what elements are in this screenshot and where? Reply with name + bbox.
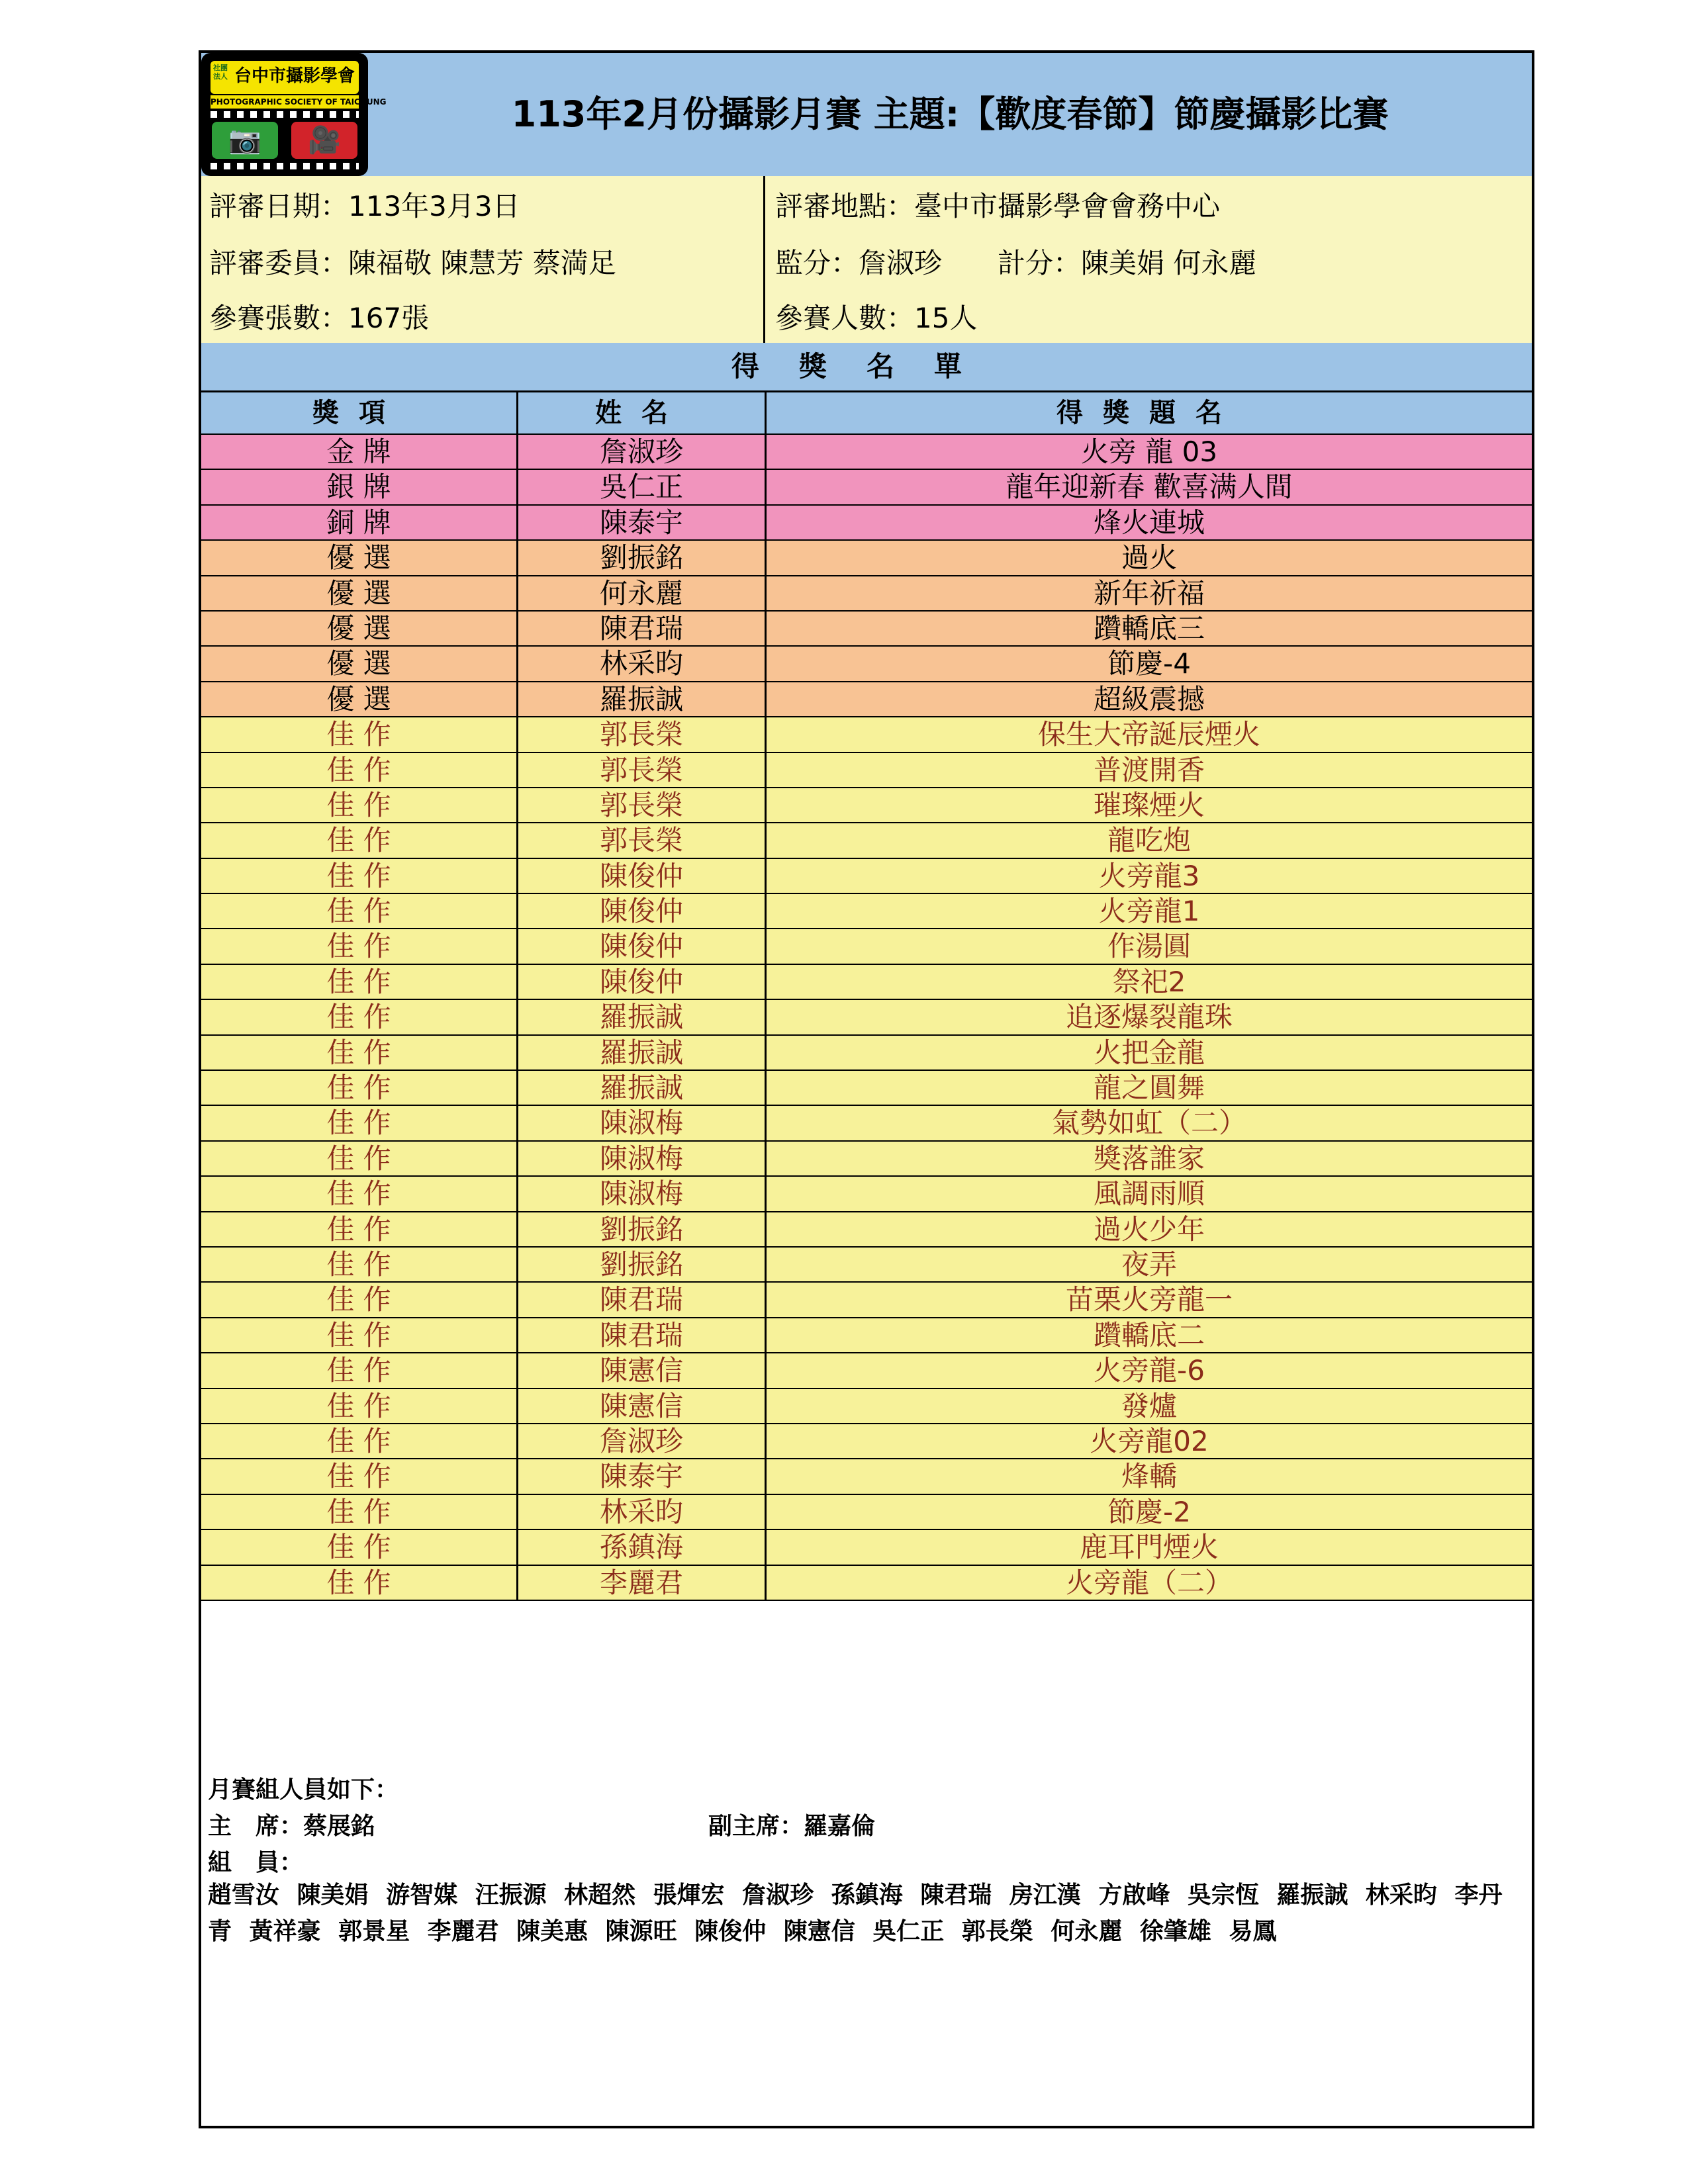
award-cell: 金 牌 — [201, 435, 518, 469]
work-title-cell: 過火少年 — [1093, 1212, 1205, 1246]
award-cell: 佳 作 — [201, 1036, 518, 1069]
table-row — [201, 1424, 1532, 1459]
table-row — [201, 1177, 1532, 1212]
header-name: 姓名 — [518, 392, 767, 433]
name-cell: 郭長榮 — [518, 717, 767, 751]
work-title-cell: 獎落誰家 — [1093, 1142, 1205, 1175]
award-cell: 佳 作 — [201, 1389, 518, 1423]
award-cell: 佳 作 — [201, 1424, 518, 1458]
info-row-judges — [201, 233, 1532, 292]
award-cell: 佳 作 — [201, 753, 518, 787]
winners-banner: 得獎名單 — [201, 343, 1532, 392]
judging-venue: 評審地點：臺中市攝影學會會務中心 — [775, 190, 1221, 222]
work-title-cell: 躦轎底二 — [1093, 1318, 1205, 1351]
award-cell: 佳 作 — [201, 1495, 518, 1529]
work-title-cell: 發爐 — [1121, 1389, 1177, 1422]
name-cell: 陳君瑞 — [518, 1283, 767, 1316]
award-cell: 佳 作 — [201, 717, 518, 751]
award-cell: 佳 作 — [201, 1459, 518, 1493]
table-row — [201, 1530, 1532, 1565]
table-row — [201, 1142, 1532, 1177]
name-cell: 陳君瑞 — [518, 612, 767, 645]
work-title-cell: 氣勢如虹（二） — [1051, 1107, 1246, 1140]
name-cell: 郭長榮 — [518, 788, 767, 822]
award-cell: 佳 作 — [201, 929, 518, 963]
table-row — [201, 1071, 1532, 1106]
work-title-cell: 追逐爆裂龍珠 — [1065, 1001, 1233, 1034]
photo-count: 參賽張數：167張 — [201, 290, 765, 343]
award-cell: 佳 作 — [201, 1071, 518, 1105]
table-row — [201, 506, 1532, 541]
award-cell: 佳 作 — [201, 1000, 518, 1034]
work-title-cell: 過火 — [1121, 541, 1177, 574]
work-title-cell: 龍吃炮 — [1107, 824, 1191, 857]
work-title-cell: 火旁龍-6 — [1094, 1354, 1205, 1387]
award-cell: 優 選 — [201, 647, 518, 680]
name-cell: 陳泰宇 — [518, 1459, 767, 1493]
award-cell: 佳 作 — [201, 1212, 518, 1246]
awards-table — [201, 392, 1532, 1601]
work-title-cell: 作湯圓 — [1107, 930, 1191, 963]
work-title-cell: 龍年迎新春 歡喜满人間 — [1006, 471, 1293, 504]
work-title-cell: 火把金龍 — [1093, 1036, 1205, 1069]
name-cell: 羅振誠 — [518, 1071, 767, 1105]
award-cell: 優 選 — [201, 576, 518, 610]
name-cell: 羅振誠 — [518, 1036, 767, 1069]
judges: 評審委員：陳福敬 陳慧芳 蔡満足 — [201, 233, 765, 290]
work-title-cell: 保生大帝誕辰煙火 — [1037, 718, 1260, 751]
logo-name: 台中市攝影學會 — [234, 66, 355, 86]
name-cell: 陳俊仲 — [518, 929, 767, 963]
table-row — [201, 1353, 1532, 1388]
page-title: 113年2月份攝影月賽 主題:【歡度春節】節慶攝影比賽 — [511, 93, 1389, 135]
info-row-counts — [201, 290, 1532, 345]
name-cell: 詹淑珍 — [518, 435, 767, 469]
header-award: 獎項 — [201, 392, 518, 433]
table-row — [201, 1106, 1532, 1141]
name-cell: 陳泰宇 — [518, 506, 767, 539]
work-title-cell: 風調雨順 — [1093, 1177, 1205, 1210]
award-cell: 佳 作 — [201, 823, 518, 857]
table-row — [201, 788, 1532, 823]
name-cell: 劉振銘 — [518, 541, 767, 574]
award-cell: 佳 作 — [201, 965, 518, 999]
logo-badge: 社團法人 — [213, 64, 228, 81]
table-row — [201, 470, 1532, 505]
header — [201, 53, 1532, 178]
award-cell: 佳 作 — [201, 1283, 518, 1316]
table-row — [201, 1495, 1532, 1530]
video-camera-icon: 🎥 — [291, 122, 357, 159]
name-cell: 郭長榮 — [518, 823, 767, 857]
name-cell: 何永麗 — [518, 576, 767, 610]
work-title-cell: 新年祈福 — [1093, 576, 1205, 610]
award-cell: 佳 作 — [201, 859, 518, 893]
work-title-cell: 烽轎 — [1121, 1460, 1177, 1493]
name-cell: 陳憲信 — [518, 1353, 767, 1387]
table-header-row — [201, 392, 1532, 435]
name-cell: 詹淑珍 — [518, 1424, 767, 1458]
award-cell: 優 選 — [201, 541, 518, 574]
award-cell: 銅 牌 — [201, 506, 518, 539]
award-cell: 佳 作 — [201, 1177, 518, 1210]
award-cell: 佳 作 — [201, 1353, 518, 1387]
committee-vice-chair: 副主席：羅嘉倫 — [708, 1812, 876, 1840]
table-row — [201, 576, 1532, 612]
work-title-cell: 節慶-4 — [1107, 647, 1191, 680]
committee-heading: 月賽組人員如下： — [208, 1776, 399, 1803]
award-cell: 佳 作 — [201, 1248, 518, 1281]
table-row — [201, 823, 1532, 858]
award-cell: 銀 牌 — [201, 470, 518, 504]
society-logo — [201, 53, 387, 176]
work-title-cell: 火旁龍3 — [1098, 859, 1200, 892]
table-row — [201, 859, 1532, 894]
award-cell: 佳 作 — [201, 1142, 518, 1175]
table-row — [201, 1212, 1532, 1248]
work-title-cell: 璀璨煙火 — [1093, 788, 1205, 821]
work-title-cell: 躦轎底三 — [1093, 612, 1205, 645]
name-cell: 陳君瑞 — [518, 1318, 767, 1352]
table-row — [201, 682, 1532, 717]
film-strip-icon — [211, 163, 359, 169]
committee-chair: 主 席：蔡展銘 — [208, 1812, 375, 1840]
work-title-cell: 龍之圓舞 — [1093, 1071, 1205, 1105]
work-title-cell: 火旁龍（二） — [1065, 1566, 1233, 1599]
camera-icon: 📷 — [212, 122, 278, 159]
award-cell: 佳 作 — [201, 1318, 518, 1352]
table-row — [201, 1283, 1532, 1318]
table-row — [201, 1036, 1532, 1071]
name-cell: 李麗君 — [518, 1566, 767, 1600]
name-cell: 林采昀 — [518, 1495, 767, 1529]
work-title-cell: 火旁龍1 — [1098, 895, 1200, 928]
table-row — [201, 435, 1532, 470]
table-row — [201, 894, 1532, 929]
results-sheet — [199, 50, 1534, 2128]
name-cell: 羅振誠 — [518, 1000, 767, 1034]
award-cell: 優 選 — [201, 682, 518, 716]
name-cell: 陳淑梅 — [518, 1177, 767, 1210]
work-title-cell: 超級震撼 — [1093, 682, 1205, 715]
name-cell: 陳俊仲 — [518, 859, 767, 893]
award-cell: 佳 作 — [201, 894, 518, 928]
table-row — [201, 1000, 1532, 1035]
name-cell: 羅振誠 — [518, 682, 767, 716]
table-row — [201, 753, 1532, 788]
table-row — [201, 965, 1532, 1000]
work-title-cell: 烽火連城 — [1093, 506, 1205, 539]
work-title-cell: 火旁 龍 03 — [1080, 435, 1218, 468]
header-work-title: 得獎題名 — [1056, 397, 1242, 428]
work-title-cell: 鹿耳門煙火 — [1079, 1531, 1219, 1564]
name-cell: 劉振銘 — [518, 1248, 767, 1281]
award-cell: 優 選 — [201, 612, 518, 645]
award-cell: 佳 作 — [201, 1566, 518, 1600]
award-cell: 佳 作 — [201, 788, 518, 822]
work-title-cell: 普渡開香 — [1093, 753, 1205, 786]
table-row — [201, 929, 1532, 964]
participant-count: 參賽人數：15人 — [775, 302, 978, 334]
name-cell: 陳憲信 — [518, 1389, 767, 1423]
work-title-cell: 祭祀2 — [1112, 965, 1186, 998]
work-title-cell: 節慶-2 — [1107, 1495, 1191, 1528]
name-cell: 陳淑梅 — [518, 1142, 767, 1175]
info-row-date — [201, 176, 1532, 235]
table-row — [201, 717, 1532, 752]
table-row — [201, 1566, 1532, 1601]
judging-date: 評審日期：113年3月3日 — [201, 176, 765, 233]
work-title-cell: 苗栗火旁龍一 — [1065, 1283, 1233, 1316]
table-row — [201, 612, 1532, 647]
table-row — [201, 1459, 1532, 1494]
name-cell: 陳俊仲 — [518, 965, 767, 999]
name-cell: 林采昀 — [518, 647, 767, 680]
table-row — [201, 1389, 1532, 1424]
name-cell: 陳俊仲 — [518, 894, 767, 928]
name-cell: 吳仁正 — [518, 470, 767, 504]
work-title-cell: 火旁龍02 — [1090, 1424, 1209, 1457]
table-row — [201, 1318, 1532, 1353]
committee-members: 趙雪汝 陳美娟 游智媒 汪振源 林超然 張煇宏 詹淑珍 孫鎮海 陳君瑞 房江漢 方啟峰 吳宗恆 羅振誠 林采昀 李丹青 黃祥豪 郭景星 李麗君 陳美惠 陳源旺 陳俊仲 陳憲信 吳仁正 郭長榮 何永麗 徐肇雄 易鳳 — [208, 1881, 1503, 1945]
table-row — [201, 541, 1532, 576]
table-row — [201, 647, 1532, 682]
work-title-cell: 夜弄 — [1121, 1248, 1177, 1281]
committee-members-label: 組 員： — [208, 1848, 304, 1876]
award-cell: 佳 作 — [201, 1106, 518, 1140]
name-cell: 陳淑梅 — [518, 1106, 767, 1140]
name-cell: 郭長榮 — [518, 753, 767, 787]
name-cell: 孫鎮海 — [518, 1530, 767, 1564]
supervisor-scorer: 監分：詹淑珍 計分：陳美娟 何永麗 — [775, 247, 1257, 279]
film-strip-icon — [211, 111, 359, 118]
logo-name-en: PHOTOGRAPHIC SOCIETY OF TAICHUNG — [211, 95, 359, 109]
award-cell: 佳 作 — [201, 1530, 518, 1564]
table-row — [201, 1248, 1532, 1283]
name-cell: 劉振銘 — [518, 1212, 767, 1246]
